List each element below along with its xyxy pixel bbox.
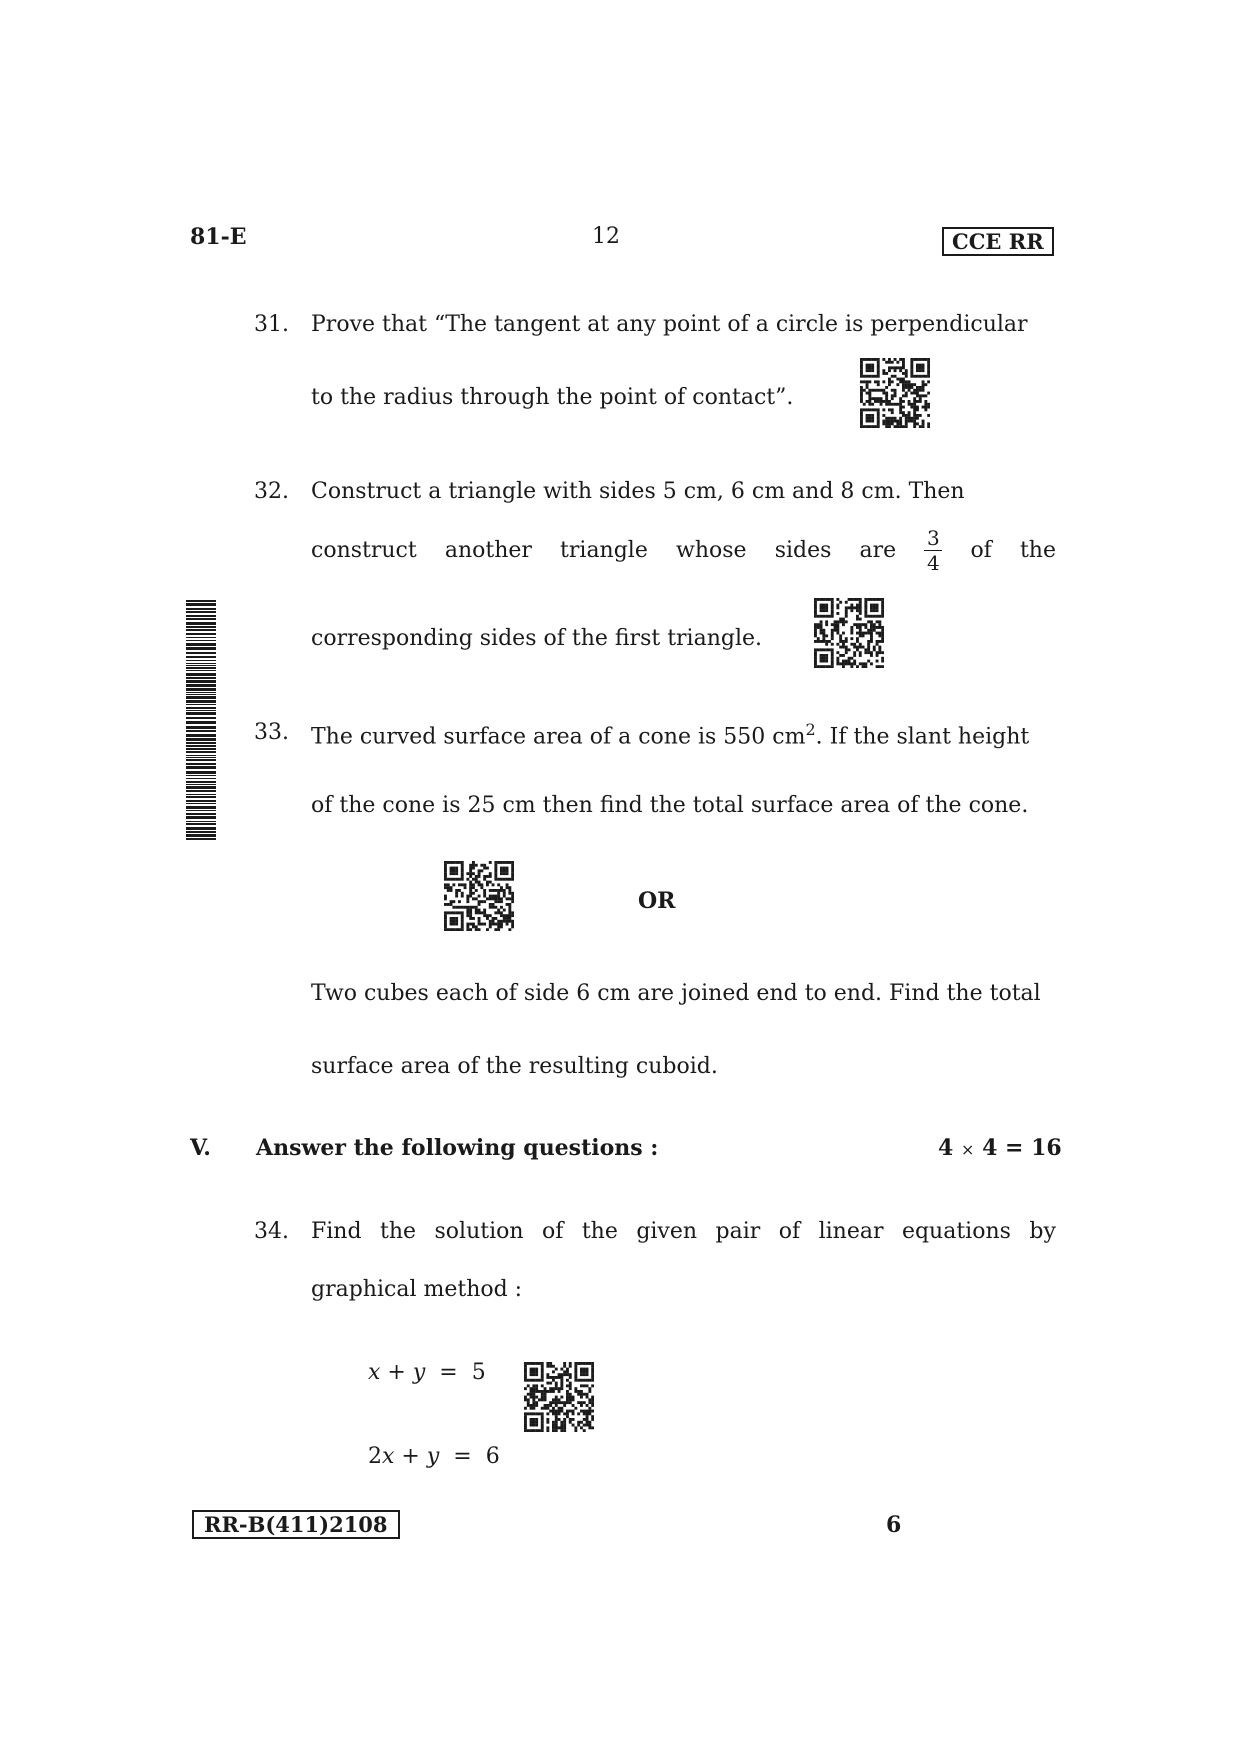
word: the: [1019, 537, 1056, 563]
word: by: [1029, 1219, 1056, 1244]
q33-alt-line: surface area of the resulting cuboid.: [311, 1054, 718, 1079]
section-number: V.: [190, 1135, 211, 1161]
variable-y: y: [426, 1444, 440, 1469]
word: sides: [774, 537, 832, 563]
marks-part: 4 = 16: [982, 1135, 1062, 1161]
q33-text: The curved surface area of a cone is 550 cm: [311, 724, 806, 750]
marks-part: 4: [938, 1135, 954, 1161]
q33-text: . If the slant height: [815, 724, 1030, 750]
q31-line: to the radius through the point of contact”.: [311, 385, 794, 410]
question-number: 31.: [254, 312, 289, 337]
equation-1: [368, 1360, 486, 1385]
word: linear: [818, 1219, 884, 1244]
word: another: [444, 537, 532, 563]
word: pair: [715, 1219, 761, 1244]
superscript: 2: [805, 720, 816, 739]
section-title: Answer the following questions :: [256, 1135, 659, 1161]
equation-2: [368, 1444, 500, 1469]
word: of: [778, 1219, 801, 1244]
equation-rhs: = 6: [439, 1444, 500, 1469]
qr-code-icon: [444, 861, 514, 931]
word: Find: [311, 1219, 362, 1244]
word: the: [581, 1219, 618, 1244]
series-box: CCE RR: [942, 227, 1054, 256]
variable-x: x: [368, 1360, 381, 1385]
operator: +: [394, 1444, 427, 1469]
qr-code-icon: [814, 598, 884, 668]
q33-line: [311, 720, 1029, 749]
qr-code-icon: [524, 1362, 594, 1432]
variable-y: y: [412, 1360, 426, 1385]
question-number: 33.: [254, 720, 289, 745]
variable-x: x: [382, 1444, 395, 1469]
word: of: [970, 537, 992, 563]
word: the: [380, 1219, 417, 1244]
word: solution: [434, 1219, 524, 1244]
q34-line: [311, 1219, 1056, 1244]
fraction-denominator: 4: [926, 550, 940, 575]
paper-code: 81-E: [190, 224, 247, 250]
word: whose: [676, 537, 747, 563]
word: construct: [311, 537, 417, 563]
footer-code-box: RR-B(411)2108: [192, 1510, 400, 1539]
operator: +: [380, 1360, 413, 1385]
times-sign: ×: [960, 1140, 975, 1159]
q32-line: [311, 522, 1056, 578]
q33-line: of the cone is 25 cm then find the total surface area of the cone.: [311, 793, 1029, 818]
fraction-numerator: 3: [926, 525, 940, 550]
word: of: [541, 1219, 564, 1244]
question-number: 32.: [254, 479, 289, 504]
word: given: [636, 1219, 698, 1244]
section-marks: [938, 1135, 1062, 1161]
q34-line: graphical method :: [311, 1277, 523, 1302]
or-label: OR: [638, 888, 676, 914]
q32-line: corresponding sides of the first triangle.: [311, 626, 763, 651]
question-number: 34.: [254, 1219, 289, 1244]
q33-alt-line: Two cubes each of side 6 cm are joined end to end. Find the total: [311, 981, 1041, 1006]
word: equations: [901, 1219, 1011, 1244]
sheet-number: 6: [886, 1512, 902, 1538]
q32-line: Construct a triangle with sides 5 cm, 6 cm and 8 cm. Then: [311, 479, 965, 504]
equation-rhs: = 5: [425, 1360, 486, 1385]
word: are: [859, 537, 897, 563]
fraction: [924, 527, 942, 574]
q31-line: Prove that “The tangent at any point of a circle is perpendicular: [311, 312, 1028, 337]
word: triangle: [560, 537, 648, 563]
qr-code-icon: [860, 358, 930, 428]
page-number: 12: [592, 224, 620, 249]
barcode-image: [186, 600, 216, 840]
coefficient: 2: [368, 1444, 382, 1469]
